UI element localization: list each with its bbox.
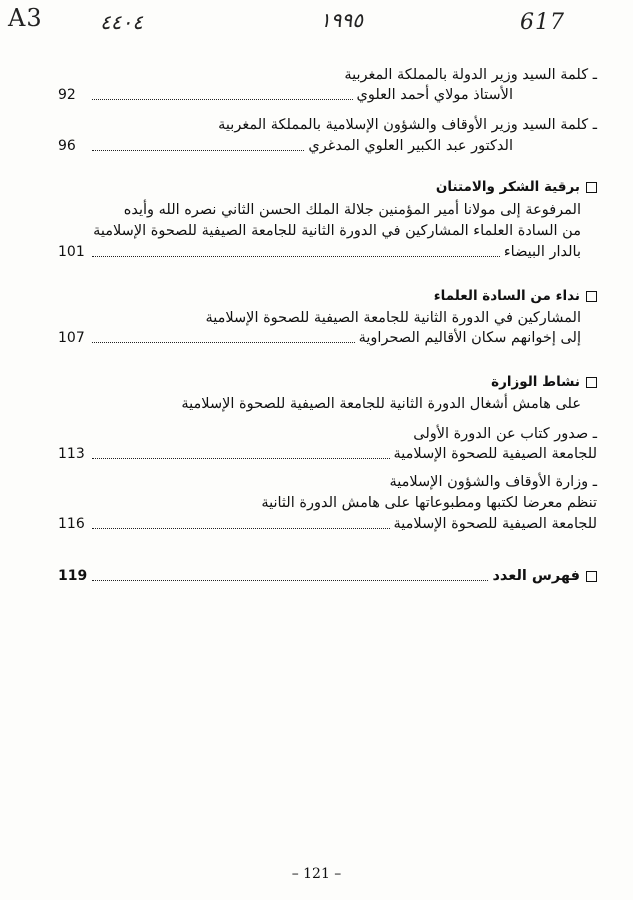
leader-dots bbox=[92, 458, 390, 459]
toc-entry-text: بالدار البيضاء bbox=[503, 244, 581, 260]
section-title-index: فهرس العدد bbox=[492, 567, 597, 585]
handwritten-page: 617 bbox=[520, 10, 565, 35]
leader-dots bbox=[92, 99, 353, 100]
section-ministry-line1: على هامش أشغال الدورة الثانية للجامعة الصيفية للصحوة الإسلامية bbox=[181, 396, 581, 412]
leader-dots bbox=[92, 342, 355, 343]
toc-entry-text: للجامعة الصيفية للصحوة الإسلامية bbox=[393, 446, 597, 462]
section-ministry-sub1-line1: ـ صدور كتاب عن الدورة الأولى bbox=[413, 426, 597, 442]
toc-page-number: 113 bbox=[58, 446, 85, 462]
toc-entry-minister-state bbox=[58, 86, 513, 104]
checkbox-square-icon bbox=[586, 291, 597, 302]
leader-dots bbox=[92, 256, 500, 257]
toc-entry-text: إلى إخوانهم سكان الأقاليم الصحراوية bbox=[358, 330, 581, 346]
section-title-appeal: نداء من السادة العلماء bbox=[434, 287, 597, 305]
toc-page-number: 116 bbox=[58, 516, 85, 532]
page-number-footer: – 121 – bbox=[291, 866, 342, 882]
toc-entry-appeal bbox=[58, 329, 581, 347]
section-title-thanks: برقية الشكر والامتنان bbox=[436, 178, 597, 196]
handwritten-number: ٤٤٠٤ bbox=[100, 10, 143, 34]
section-ministry-sub2-line2: تنظم معرضا لكتبها ومطبوعاتها على هامش الدورة الثانية bbox=[261, 495, 597, 511]
toc-entry-text: الأستاذ مولاي أحمد العلوي bbox=[356, 87, 513, 103]
toc-entry-text: للجامعة الصيفية للصحوة الإسلامية bbox=[393, 516, 597, 532]
toc-entry-minister-awqaf bbox=[58, 137, 513, 155]
leader-dots bbox=[92, 580, 488, 581]
toc-entry-minister-awqaf-line1: ـ كلمة السيد وزير الأوقاف والشؤون الإسلامية بالمملكة المغربية bbox=[218, 117, 597, 133]
toc-page-number: 101 bbox=[58, 244, 85, 260]
section-appeal-line1: المشاركين في الدورة الثانية للجامعة الصيفية للصحوة الإسلامية bbox=[205, 310, 581, 326]
section-ministry-sub2-line1: ـ وزارة الأوقاف والشؤون الإسلامية bbox=[389, 474, 597, 490]
toc-entry-minister-state-line1: ـ كلمة السيد وزير الدولة بالمملكة المغربية bbox=[344, 67, 597, 83]
section-thanks-line2: من السادة العلماء المشاركين في الدورة الثانية للجامعة الصيفية للصحوة الإسلامية bbox=[93, 223, 581, 239]
toc-entry-index bbox=[58, 567, 597, 585]
toc-page-number: 96 bbox=[58, 138, 76, 154]
handwritten-year: ١٩٩٥ bbox=[320, 8, 363, 32]
toc-page-number: 92 bbox=[58, 87, 76, 103]
section-title-ministry: نشاط الوزارة bbox=[491, 373, 597, 391]
checkbox-square-icon bbox=[586, 182, 597, 193]
toc-entry-exhibition bbox=[58, 515, 597, 533]
toc-page-number: 119 bbox=[58, 568, 88, 584]
toc-entry-thanks bbox=[58, 243, 581, 261]
leader-dots bbox=[92, 528, 390, 529]
checkbox-square-icon bbox=[586, 377, 597, 388]
toc-page-number: 107 bbox=[58, 330, 85, 346]
section-thanks-line1: المرفوعة إلى مولانا أمير المؤمنين جلالة الملك الحسن الثاني نصره الله وأيده bbox=[123, 202, 581, 218]
toc-entry-book bbox=[58, 445, 597, 463]
toc-entry-text: الدكتور عبد الكبير العلوي المدغري bbox=[308, 138, 513, 154]
checkbox-square-icon bbox=[586, 571, 597, 582]
handwritten-a3: A3 bbox=[8, 4, 43, 32]
leader-dots bbox=[92, 150, 304, 151]
